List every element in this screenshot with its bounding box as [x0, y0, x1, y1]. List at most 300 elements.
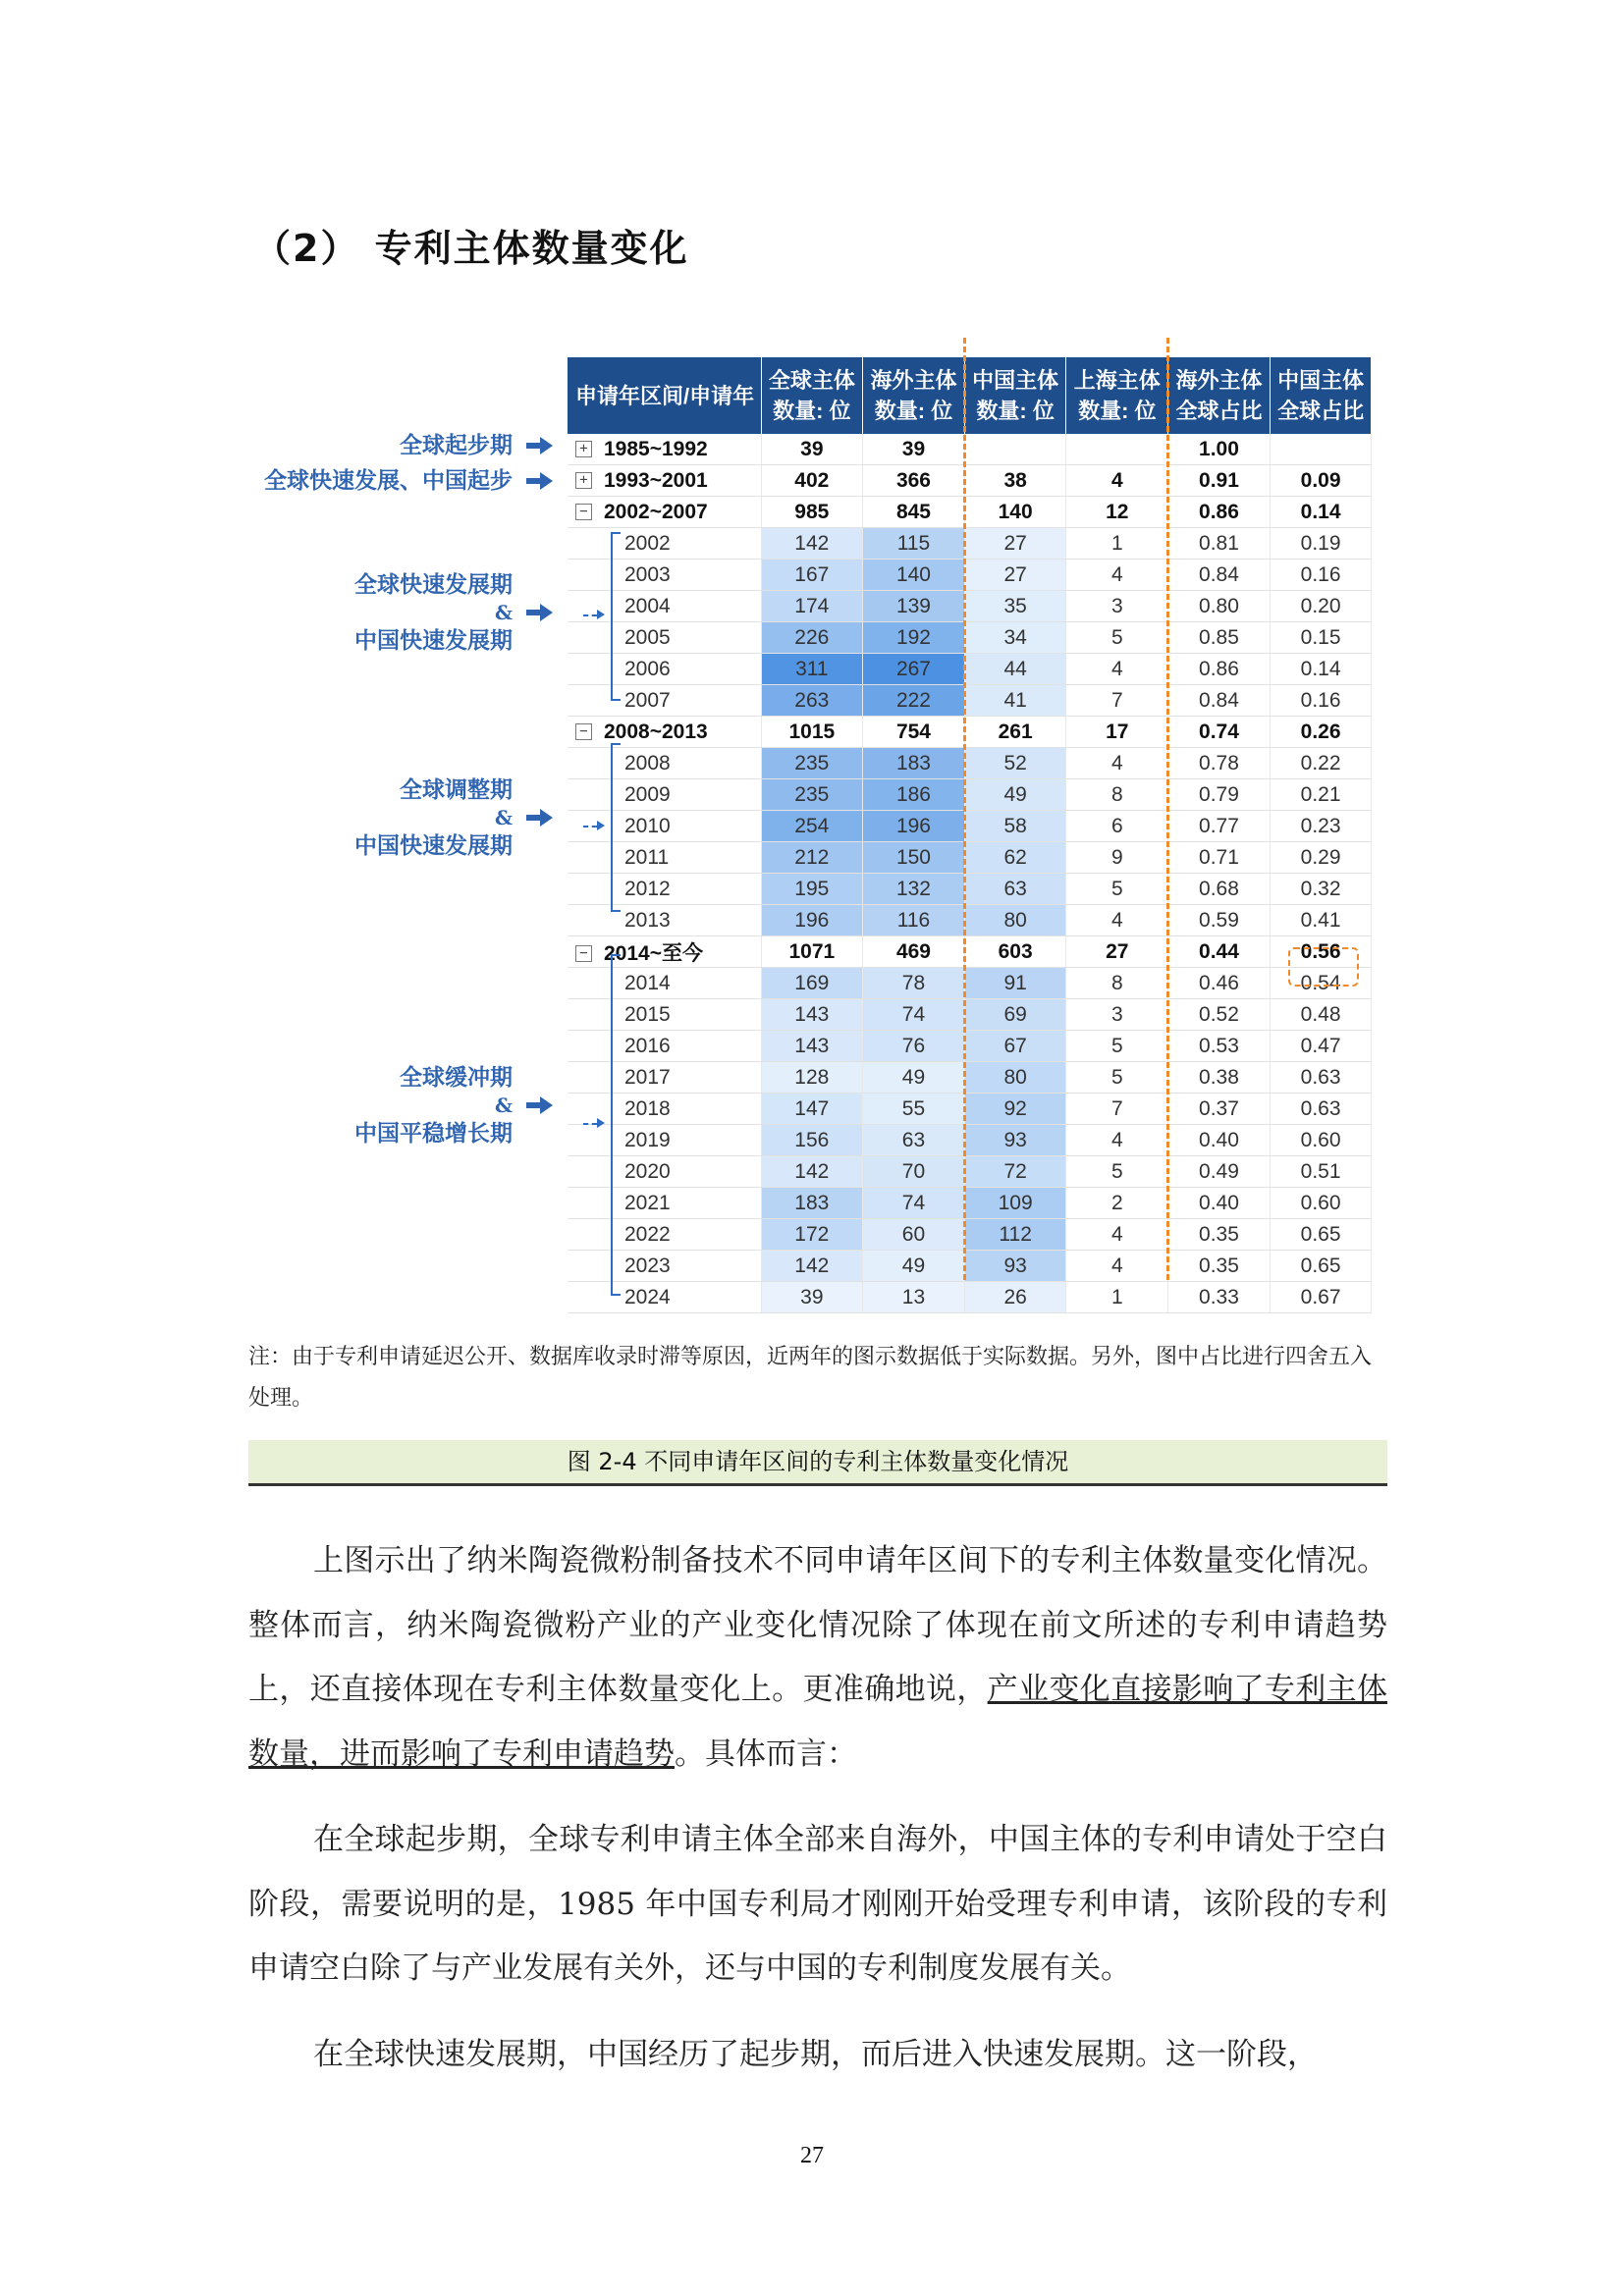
row-label-text: 2021: [624, 1191, 671, 1214]
bracket-arrow-icon: [597, 1118, 605, 1128]
page-number: 27: [800, 2143, 824, 2168]
table-cell: 3: [1066, 591, 1168, 622]
group-row[interactable]: [568, 497, 1372, 528]
table-cell: 80: [964, 1062, 1066, 1094]
row-label: [568, 622, 761, 654]
year-row: [568, 685, 1372, 717]
year-row: [568, 1219, 1372, 1251]
table-cell: 366: [863, 465, 965, 497]
phase-label-global-fast-china-start: [196, 465, 513, 496]
table-cell: 0.14: [1270, 654, 1372, 685]
row-label: [568, 1219, 761, 1251]
year-bracket: [611, 743, 621, 912]
expand-icon[interactable]: +: [575, 472, 592, 489]
group-row[interactable]: [568, 717, 1372, 748]
table-cell: 93: [964, 1125, 1066, 1156]
row-label-text: 2008: [624, 751, 671, 774]
row-label-text: 2008~2013: [604, 720, 708, 743]
table-cell: 254: [761, 811, 863, 842]
table-cell: 226: [761, 622, 863, 654]
table-cell: 0.35: [1168, 1251, 1271, 1282]
bracket-arrow-icon: [597, 610, 605, 619]
table-cell: 7: [1066, 1094, 1168, 1125]
table-cell: 5: [1066, 874, 1168, 905]
table-cell: 8: [1066, 968, 1168, 999]
table-cell: 1.00: [1168, 434, 1271, 465]
phase-text: 全球调整期: [400, 776, 513, 803]
phase-ampersand: &: [494, 1094, 513, 1117]
table-cell: 4: [1066, 1125, 1168, 1156]
table-cell: 39: [761, 1282, 863, 1313]
table-cell: 1071: [761, 936, 863, 968]
phase-text: 中国平稳增长期: [354, 1120, 513, 1147]
row-label-text: 2019: [624, 1128, 671, 1151]
table-cell: 0.80: [1168, 591, 1271, 622]
underlined-text: 产业变化直接影响了专利主体数量，进而影响了专利申请趋势: [248, 1672, 1388, 1772]
table-cell: 0.60: [1270, 1188, 1372, 1219]
table-cell: 44: [964, 654, 1066, 685]
table-cell: 0.74: [1168, 717, 1271, 748]
table-cell: 4: [1066, 654, 1168, 685]
table-cell: 12: [1066, 497, 1168, 528]
table-cell: 212: [761, 842, 863, 874]
paragraph-text: 上图示出了纳米陶瓷微粉制备技术不同申请年区间下的专利主体数量变化情况。整体而言，纳米陶瓷微粉产业的产业变化情况除了体现在前文所述的专利申请趋势上，还直接体现在专利主体数量变化上。更准确地说，: [248, 1543, 1387, 1707]
body-text: [248, 1529, 1387, 2109]
table-cell: 0.26: [1270, 717, 1372, 748]
figure-caption: 图 2-4 不同申请年区间的专利主体数量变化情况: [248, 1440, 1387, 1486]
row-label-text: 2002~2007: [604, 500, 708, 523]
table-cell: 143: [761, 999, 863, 1031]
year-row: [568, 622, 1372, 654]
year-row: [568, 874, 1372, 905]
table-cell: 196: [761, 905, 863, 936]
table-cell: 142: [761, 1251, 863, 1282]
col-header: 中国主体数量: 位: [964, 357, 1066, 434]
table-cell: 235: [761, 748, 863, 779]
row-label-text: 2024: [624, 1285, 671, 1308]
table-cell: 174: [761, 591, 863, 622]
year-row: [568, 528, 1372, 560]
year-row: [568, 999, 1372, 1031]
row-label-text: 2003: [624, 562, 671, 586]
table-cell: 0.71: [1168, 842, 1271, 874]
table-cell: 267: [863, 654, 965, 685]
table-cell: 80: [964, 905, 1066, 936]
table-cell: 603: [964, 936, 1066, 968]
row-label-text: 2022: [624, 1222, 671, 1246]
table-cell: 0.63: [1270, 1094, 1372, 1125]
table-cell: [1270, 434, 1372, 465]
row-label-text: 2004: [624, 594, 671, 617]
col-header: 申请年区间/申请年: [568, 357, 761, 434]
table-cell: 0.84: [1168, 560, 1271, 591]
bracket-stub: [583, 1123, 597, 1125]
year-row: [568, 811, 1372, 842]
table-cell: 235: [761, 779, 863, 811]
table-cell: 0.65: [1270, 1219, 1372, 1251]
table-cell: 0.52: [1168, 999, 1271, 1031]
table-cell: 4: [1066, 1219, 1168, 1251]
year-row: [568, 654, 1372, 685]
table-cell: 76: [863, 1031, 965, 1062]
dashed-separator: [1166, 338, 1169, 1280]
table-cell: 0.40: [1168, 1188, 1271, 1219]
phase-text: 全球缓冲期: [400, 1064, 513, 1091]
table-cell: 5: [1066, 622, 1168, 654]
table-cell: 140: [863, 560, 965, 591]
table-cell: 49: [863, 1062, 965, 1094]
table-cell: 62: [964, 842, 1066, 874]
phase-ampersand: &: [494, 601, 513, 624]
table-cell: 39: [863, 434, 965, 465]
phase-text: 全球快速发展、中国起步: [264, 467, 513, 494]
year-row: [568, 1031, 1372, 1062]
bracket-arrow-icon: [597, 821, 605, 830]
row-label-text: 2014~至今: [604, 941, 703, 965]
table-cell: 169: [761, 968, 863, 999]
table-cell: 0.44: [1168, 936, 1271, 968]
row-label: [568, 717, 761, 748]
row-label-text: 2012: [624, 877, 671, 900]
row-label: [568, 968, 761, 999]
table-cell: 63: [964, 874, 1066, 905]
table-cell: 8: [1066, 779, 1168, 811]
table-cell: 0.37: [1168, 1094, 1271, 1125]
phase-text: 全球快速发展期: [354, 571, 513, 598]
group-row[interactable]: [568, 434, 1372, 465]
table-cell: 0.60: [1270, 1125, 1372, 1156]
row-label: [568, 748, 761, 779]
table-cell: 311: [761, 654, 863, 685]
table-cell: 4: [1066, 465, 1168, 497]
table-cell: 0.86: [1168, 497, 1271, 528]
table-cell: 58: [964, 811, 1066, 842]
table-cell: 5: [1066, 1062, 1168, 1094]
table-cell: 186: [863, 779, 965, 811]
table-cell: 5: [1066, 1031, 1168, 1062]
table-cell: 4: [1066, 905, 1168, 936]
table-cell: 49: [964, 779, 1066, 811]
table-cell: 0.23: [1270, 811, 1372, 842]
table-cell: 26: [964, 1282, 1066, 1313]
row-label-text: 2010: [624, 814, 671, 837]
arrow-icon: [526, 604, 552, 621]
row-label-text: 2018: [624, 1096, 671, 1120]
phase-label-group-2014: [295, 1062, 513, 1148]
row-label-text: 2016: [624, 1034, 671, 1057]
phase-ampersand: &: [494, 806, 513, 829]
table-cell: 74: [863, 1188, 965, 1219]
table-cell: 0.15: [1270, 622, 1372, 654]
table-cell: 17: [1066, 717, 1168, 748]
table-cell: 49: [863, 1251, 965, 1282]
table-cell: 0.56: [1270, 936, 1372, 968]
table-cell: 3: [1066, 999, 1168, 1031]
table-cell: 27: [1066, 936, 1168, 968]
year-row: [568, 1094, 1372, 1125]
year-row: [568, 1251, 1372, 1282]
table-cell: 0.40: [1168, 1125, 1271, 1156]
arrow-icon: [526, 472, 552, 490]
year-row: [568, 1062, 1372, 1094]
table-cell: 0.84: [1168, 685, 1271, 717]
year-row: [568, 748, 1372, 779]
table-cell: [964, 434, 1066, 465]
table-cell: 1015: [761, 717, 863, 748]
table-cell: 167: [761, 560, 863, 591]
row-label-text: 2011: [624, 845, 670, 869]
table-cell: 4: [1066, 748, 1168, 779]
table-cell: 192: [863, 622, 965, 654]
table-cell: 7: [1066, 685, 1168, 717]
table-cell: 0.33: [1168, 1282, 1271, 1313]
table-cell: 0.51: [1270, 1156, 1372, 1188]
row-label-text: 1993~2001: [604, 468, 708, 492]
phase-text: 中国快速发展期: [354, 832, 513, 859]
table-cell: 139: [863, 591, 965, 622]
table-cell: 69: [964, 999, 1066, 1031]
arrow-icon: [526, 437, 552, 454]
table-cell: 0.09: [1270, 465, 1372, 497]
table-cell: 35: [964, 591, 1066, 622]
table-cell: 41: [964, 685, 1066, 717]
row-label: [568, 999, 761, 1031]
row-label: [568, 434, 761, 465]
row-label: [568, 654, 761, 685]
table-cell: 0.38: [1168, 1062, 1271, 1094]
table-cell: 0.35: [1168, 1219, 1271, 1251]
table-cell: 143: [761, 1031, 863, 1062]
table-cell: 78: [863, 968, 965, 999]
patent-entity-table-wrap: [568, 357, 1372, 1313]
table-cell: 116: [863, 905, 965, 936]
year-row: [568, 1188, 1372, 1219]
table-cell: 0.14: [1270, 497, 1372, 528]
table-cell: 261: [964, 717, 1066, 748]
phase-label-group-2008: [295, 774, 513, 861]
row-label: [568, 560, 761, 591]
table-cell: 63: [863, 1125, 965, 1156]
table-cell: 27: [964, 528, 1066, 560]
row-label: [568, 685, 761, 717]
row-label: [568, 779, 761, 811]
row-label-text: 2005: [624, 625, 671, 649]
row-label: [568, 1062, 761, 1094]
row-label: [568, 874, 761, 905]
table-cell: 70: [863, 1156, 965, 1188]
table-cell: 0.53: [1168, 1031, 1271, 1062]
year-row: [568, 591, 1372, 622]
row-label-text: 2023: [624, 1254, 671, 1277]
table-cell: 4: [1066, 560, 1168, 591]
year-row: [568, 1125, 1372, 1156]
table-cell: 0.19: [1270, 528, 1372, 560]
table-cell: 0.16: [1270, 560, 1372, 591]
figure-note: 注：由于专利申请延迟公开、数据库收录时滞等原因，近两年的图示数据低于实际数据。另外，图中占比进行四舍五入处理。: [248, 1345, 1373, 1411]
row-label: [568, 1251, 761, 1282]
table-cell: 0.78: [1168, 748, 1271, 779]
arrow-icon: [526, 1096, 552, 1114]
year-row: [568, 1282, 1372, 1313]
table-cell: 263: [761, 685, 863, 717]
table-cell: 55: [863, 1094, 965, 1125]
table-cell: 52: [964, 748, 1066, 779]
table-cell: 0.77: [1168, 811, 1271, 842]
table-cell: 60: [863, 1219, 965, 1251]
table-cell: 0.85: [1168, 622, 1271, 654]
col-header: 全球主体数量: 位: [761, 357, 863, 434]
table-cell: 34: [964, 622, 1066, 654]
paragraph: [248, 1529, 1387, 1787]
table-cell: 1: [1066, 1282, 1168, 1313]
table-cell: 183: [863, 748, 965, 779]
table-cell: 115: [863, 528, 965, 560]
table-cell: 0.79: [1168, 779, 1271, 811]
table-cell: 0.67: [1270, 1282, 1372, 1313]
table-cell: 4: [1066, 1251, 1168, 1282]
table-cell: 0.81: [1168, 528, 1271, 560]
table-cell: 13: [863, 1282, 965, 1313]
table-cell: 0.41: [1270, 905, 1372, 936]
expand-icon[interactable]: +: [575, 441, 592, 457]
bracket-stub: [583, 826, 597, 828]
row-label-text: 2007: [624, 688, 671, 712]
table-cell: [1066, 434, 1168, 465]
col-header: 海外主体数量: 位: [863, 357, 965, 434]
table-cell: 0.91: [1168, 465, 1271, 497]
table-cell: 1: [1066, 528, 1168, 560]
col-header: 海外主体全球占比: [1168, 357, 1271, 434]
table-cell: 5: [1066, 1156, 1168, 1188]
table-cell: 0.21: [1270, 779, 1372, 811]
table-cell: 985: [761, 497, 863, 528]
table-cell: 469: [863, 936, 965, 968]
paragraph-text: 。具体而言：: [675, 1735, 857, 1772]
collapse-icon[interactable]: −: [575, 504, 592, 520]
table-cell: 0.32: [1270, 874, 1372, 905]
table-cell: 9: [1066, 842, 1168, 874]
row-label-text: 2013: [624, 908, 671, 932]
row-label: [568, 1282, 761, 1313]
group-row[interactable]: [568, 936, 1372, 968]
table-cell: 6: [1066, 811, 1168, 842]
row-label: [568, 497, 761, 528]
row-label: [568, 905, 761, 936]
table-cell: 92: [964, 1094, 1066, 1125]
year-row: [568, 779, 1372, 811]
table-cell: 0.86: [1168, 654, 1271, 685]
table-cell: 754: [863, 717, 965, 748]
table-cell: 196: [863, 811, 965, 842]
row-label-text: 2002: [624, 531, 671, 555]
row-label: [568, 842, 761, 874]
table-cell: 67: [964, 1031, 1066, 1062]
row-label: [568, 1125, 761, 1156]
table-cell: 183: [761, 1188, 863, 1219]
col-header: 上海主体数量: 位: [1066, 357, 1168, 434]
row-label-text: 2020: [624, 1159, 671, 1183]
table-cell: 109: [964, 1188, 1066, 1219]
row-label: [568, 1031, 761, 1062]
row-label-text: 1985~1992: [604, 437, 708, 460]
table-cell: 91: [964, 968, 1066, 999]
table-cell: 845: [863, 497, 965, 528]
col-header: 中国主体全球占比: [1270, 357, 1372, 434]
highlight-box: [1288, 947, 1359, 987]
table-cell: 0.65: [1270, 1251, 1372, 1282]
dashed-separator: [963, 338, 966, 1280]
table-cell: 0.29: [1270, 842, 1372, 874]
row-label: [568, 528, 761, 560]
patent-entity-table: [568, 357, 1372, 1313]
table-cell: 0.59: [1168, 905, 1271, 936]
table-cell: 74: [863, 999, 965, 1031]
table-cell: 142: [761, 1156, 863, 1188]
year-row: [568, 1156, 1372, 1188]
table-cell: 132: [863, 874, 965, 905]
arrow-icon: [526, 809, 552, 827]
row-label-text: 2017: [624, 1065, 671, 1089]
table-cell: 222: [863, 685, 965, 717]
table-cell: 38: [964, 465, 1066, 497]
table-cell: 140: [964, 497, 1066, 528]
table-cell: 0.46: [1168, 968, 1271, 999]
row-label: [568, 1156, 761, 1188]
year-bracket: [611, 532, 621, 701]
paragraph: 在全球起步期，全球专利申请主体全部来自海外，中国主体的专利申请处于空白阶段，需要说明的是，1985 年中国专利局才刚刚开始受理专利申请，该阶段的专利申请空白除了与产业发展有关外，还与中国的专利制度发展有关。: [248, 1822, 1387, 1986]
table-header-row: [568, 357, 1372, 434]
row-label-text: 2006: [624, 657, 671, 680]
row-label: [568, 1188, 761, 1219]
collapse-icon[interactable]: −: [575, 945, 592, 962]
table-cell: 172: [761, 1219, 863, 1251]
table-cell: 112: [964, 1219, 1066, 1251]
table-cell: 0.47: [1270, 1031, 1372, 1062]
row-label-text: 2009: [624, 782, 671, 806]
phase-text: 全球起步期: [400, 432, 513, 458]
table-cell: 0.16: [1270, 685, 1372, 717]
table-cell: 142: [761, 528, 863, 560]
year-row: [568, 560, 1372, 591]
table-cell: 27: [964, 560, 1066, 591]
table-cell: 0.68: [1168, 874, 1271, 905]
table-cell: 128: [761, 1062, 863, 1094]
phase-text: 中国快速发展期: [354, 627, 513, 654]
table-cell: 195: [761, 874, 863, 905]
paragraph: 在全球快速发展期，中国经历了起步期，而后进入快速发展期。这一阶段，: [313, 2036, 1318, 2072]
row-label: [568, 936, 761, 968]
table-cell: 39: [761, 434, 863, 465]
table-cell: 0.54: [1270, 968, 1372, 999]
table-cell: 402: [761, 465, 863, 497]
phase-label-group-2002: [295, 569, 513, 656]
table-cell: 147: [761, 1094, 863, 1125]
table-cell: 150: [863, 842, 965, 874]
group-row[interactable]: [568, 465, 1372, 497]
row-label-text: 2015: [624, 1002, 671, 1026]
table-body: [568, 434, 1372, 1313]
table-cell: 0.63: [1270, 1062, 1372, 1094]
table-cell: 0.20: [1270, 591, 1372, 622]
table-cell: 93: [964, 1251, 1066, 1282]
table-cell: 0.48: [1270, 999, 1372, 1031]
table-cell: 156: [761, 1125, 863, 1156]
collapse-icon[interactable]: −: [575, 723, 592, 740]
year-row: [568, 905, 1372, 936]
table-cell: 0.22: [1270, 748, 1372, 779]
row-label: [568, 465, 761, 497]
table-cell: 2: [1066, 1188, 1168, 1219]
